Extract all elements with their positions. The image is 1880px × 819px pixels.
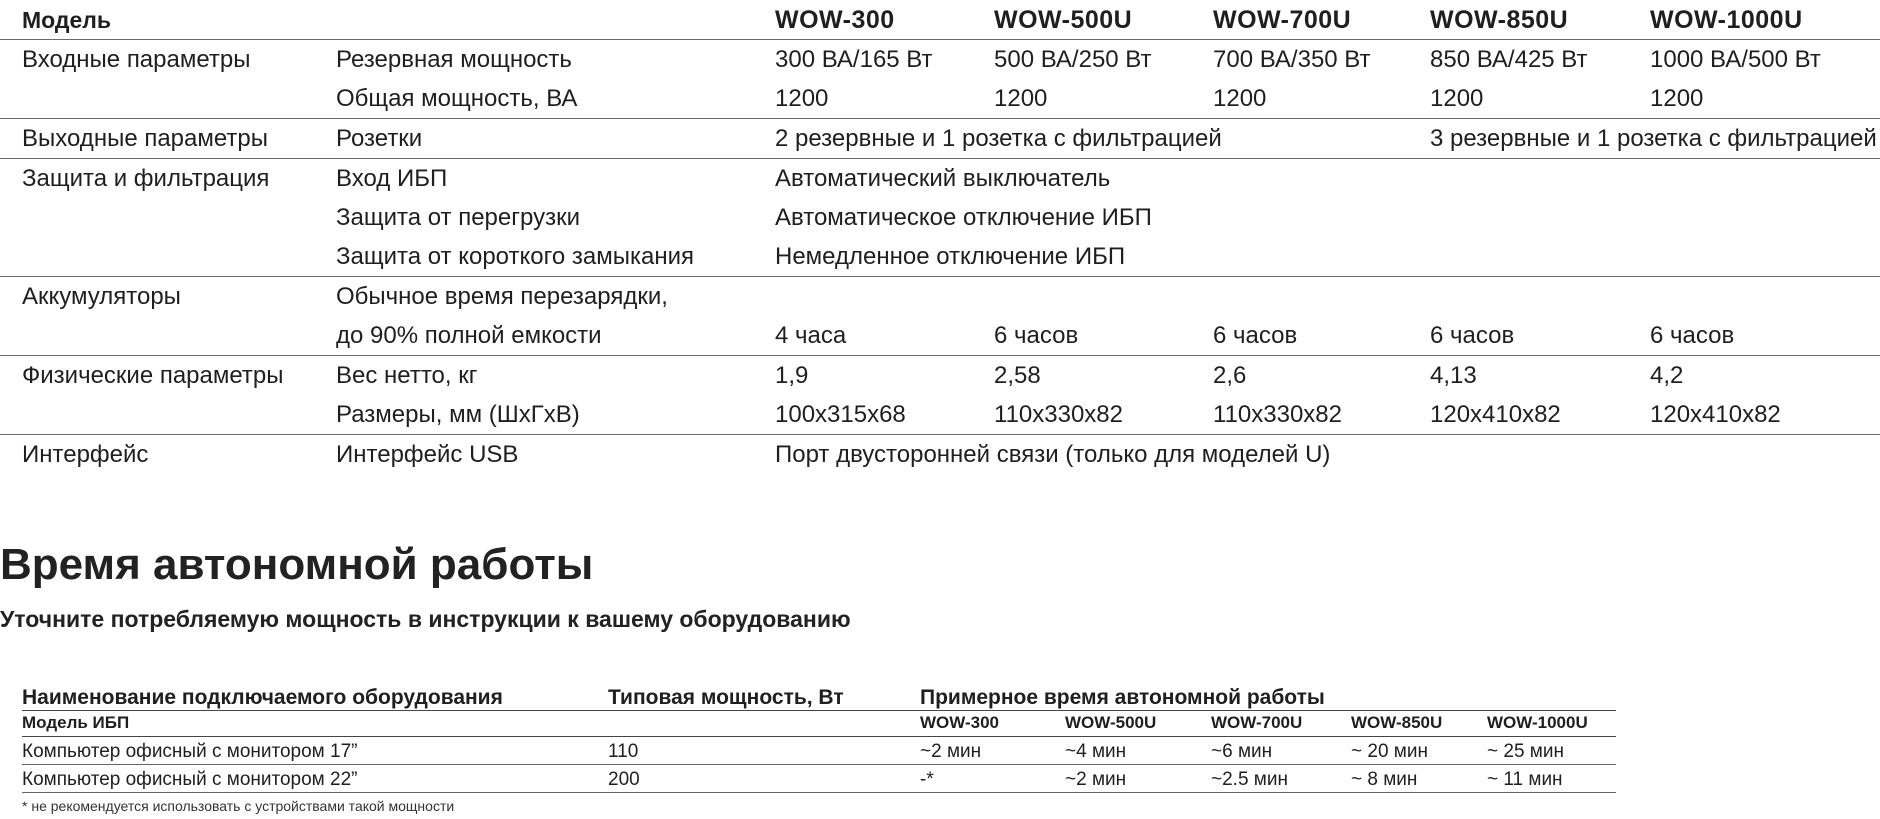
- footnote: * не рекомендуется использовать с устройствами такой мощности: [22, 798, 455, 814]
- runtime-model: WOW-850U: [1351, 713, 1443, 732]
- spec-header-row: [0, 0, 1880, 39]
- value-cell: 3 резервные и 1 розетка с фильтрацией: [1430, 125, 1877, 152]
- value-cell: 6 часов: [1213, 322, 1298, 349]
- value-cell: 1200: [1650, 85, 1704, 112]
- runtime-table: [22, 683, 1616, 793]
- equipment-name: Компьютер офисный с монитором 22”: [22, 769, 358, 790]
- param-label: Защита от перегрузки: [336, 204, 580, 231]
- equipment-name: Компьютер офисный с монитором 17”: [22, 741, 358, 762]
- col-time-header: Примерное время автономной работы: [920, 686, 1325, 709]
- value-cell: 2 резервные и 1 розетка с фильтрацией: [775, 125, 1222, 152]
- spec-row-ups-input: [0, 158, 1880, 198]
- param-label: Вход ИБП: [336, 165, 448, 192]
- runtime-value: ~ 20 мин: [1351, 741, 1428, 762]
- equipment-power: 200: [608, 769, 640, 790]
- value-cell: 110x330x82: [994, 401, 1123, 428]
- spec-row-recharge-1: [0, 276, 1880, 316]
- runtime-title: Время автономной работы: [0, 540, 594, 589]
- value-cell: 1200: [1430, 85, 1484, 112]
- equipment-power: 110: [608, 741, 639, 762]
- model-col-wow-700u: WOW-700U: [1213, 6, 1352, 34]
- ups-model-label: Модель ИБП: [22, 713, 130, 732]
- value-cell: 6 часов: [1430, 322, 1515, 349]
- value-cell: 300 ВА/165 Вт: [775, 46, 933, 73]
- table-row: [22, 737, 1616, 765]
- spec-row-short-circuit: [0, 237, 1880, 276]
- runtime-value: ~2 мин: [1065, 769, 1127, 790]
- model-col-wow-850u: WOW-850U: [1430, 6, 1569, 34]
- runtime-value: ~ 8 мин: [1351, 769, 1418, 790]
- value-cell: 2,6: [1213, 362, 1247, 389]
- runtime-value: ~6 мин: [1211, 741, 1273, 762]
- value-cell: 6 часов: [1650, 322, 1735, 349]
- group-physical: Физические параметры: [22, 362, 284, 389]
- runtime-model: WOW-300: [920, 713, 999, 732]
- runtime-model: WOW-500U: [1065, 713, 1157, 732]
- runtime-value: ~ 25 мин: [1487, 741, 1564, 762]
- col-power-header: Типовая мощность, Вт: [608, 686, 844, 709]
- value-cell: 700 ВА/350 Вт: [1213, 46, 1371, 73]
- runtime-header-row: [22, 683, 1616, 710]
- runtime-value: ~ 11 мин: [1487, 769, 1563, 790]
- value-cell: 1000 ВА/500 Вт: [1650, 46, 1821, 73]
- runtime-subtitle: Уточните потребляемую мощность в инструкции к вашему оборудованию: [0, 606, 851, 632]
- value-cell: 120x410x82: [1650, 401, 1781, 428]
- col-equipment-header: Наименование подключаемого оборудования: [22, 686, 503, 709]
- value-cell: 110x330x82: [1213, 401, 1342, 428]
- value-cell: 1200: [775, 85, 829, 112]
- value-cell: 500 ВА/250 Вт: [994, 46, 1152, 73]
- value-cell: 850 ВА/425 Вт: [1430, 46, 1588, 73]
- value-cell: 4,13: [1430, 362, 1477, 389]
- spec-row-outlets: [0, 118, 1880, 158]
- spec-row-recharge-2: [0, 316, 1880, 355]
- value-cell: 120x410x82: [1430, 401, 1561, 428]
- runtime-value: ~2.5 мин: [1211, 769, 1288, 790]
- value-cell: 1200: [994, 85, 1048, 112]
- value-cell: 100x315x68: [775, 401, 906, 428]
- group-input: Входные параметры: [22, 46, 251, 73]
- model-col-wow-300: WOW-300: [775, 6, 895, 34]
- spec-row-usb: [0, 434, 1880, 474]
- group-interface: Интерфейс: [22, 441, 149, 468]
- table-row: [22, 765, 1616, 793]
- group-battery: Аккумуляторы: [22, 283, 181, 310]
- param-label: Интерфейс USB: [336, 441, 519, 468]
- runtime-value: ~4 мин: [1065, 741, 1127, 762]
- runtime-model-row: [22, 710, 1616, 737]
- param-label: Розетки: [336, 125, 423, 152]
- value-cell: 2,58: [994, 362, 1041, 389]
- param-label: Резервная мощность: [336, 46, 572, 73]
- value-cell: Автоматическое отключение ИБП: [775, 204, 1152, 231]
- runtime-model: WOW-700U: [1211, 713, 1303, 732]
- spec-row-total-power: [0, 79, 1880, 118]
- value-cell: Автоматический выключатель: [775, 165, 1111, 192]
- group-output: Выходные параметры: [22, 125, 269, 152]
- spec-row-backup-power: [0, 39, 1880, 79]
- model-col-wow-500u: WOW-500U: [994, 6, 1133, 34]
- param-label: Общая мощность, ВА: [336, 85, 578, 112]
- value-cell: Немедленное отключение ИБП: [775, 243, 1126, 270]
- value-cell: 1200: [1213, 85, 1267, 112]
- runtime-value: -*: [920, 769, 934, 790]
- param-label: Обычное время перезарядки,: [336, 283, 668, 310]
- param-label: Размеры, мм (ШхГхВ): [336, 401, 580, 428]
- spec-row-overload: [0, 198, 1880, 237]
- param-label: Вес нетто, кг: [336, 362, 478, 389]
- value-cell: 4 часа: [775, 322, 847, 349]
- spec-row-weight: [0, 355, 1880, 395]
- param-label: до 90% полной емкости: [336, 322, 602, 349]
- spec-row-dimensions: [0, 395, 1880, 434]
- value-cell: 4,2: [1650, 362, 1684, 389]
- runtime-value: ~2 мин: [920, 741, 982, 762]
- group-protection: Защита и фильтрация: [22, 165, 270, 192]
- value-cell: Порт двусторонней связи (только для моделей U): [775, 441, 1331, 468]
- model-header-label: Модель: [22, 7, 112, 33]
- runtime-model: WOW-1000U: [1487, 713, 1588, 732]
- param-label: Защита от короткого замыкания: [336, 243, 694, 270]
- value-cell: 6 часов: [994, 322, 1079, 349]
- model-col-wow-1000u: WOW-1000U: [1650, 6, 1803, 34]
- value-cell: 1,9: [775, 362, 809, 389]
